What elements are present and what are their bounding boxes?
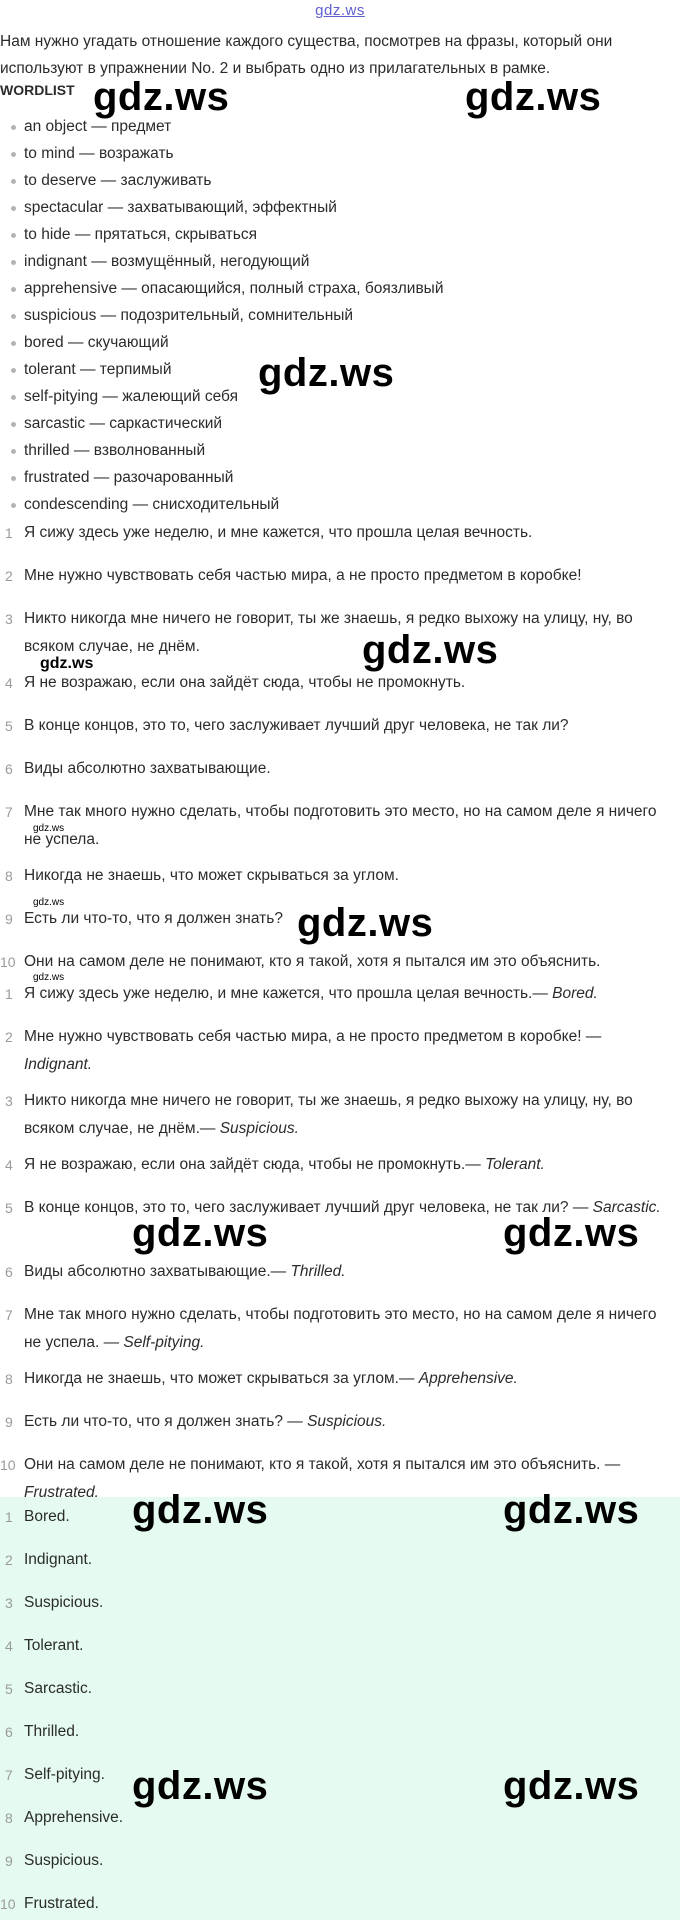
wordlist-item: to deserve — заслуживать [0,167,680,194]
list-item: 4 Я не возражаю, если она зайдёт сюда, чтобы не промокнуть. [0,669,680,712]
watermark: gdz.ws [503,1488,640,1532]
list-item: 6 Thrilled. [0,1718,680,1761]
list-item: 4 Tolerant. [0,1632,680,1675]
wordlist [0,113,680,518]
item-number: 3 [5,1595,13,1611]
watermark: gdz.ws [40,655,94,672]
list-item: 2 Мне нужно чувствовать себя частью мира, а не просто предметом в коробке! [0,562,680,605]
item-number: 5 [5,1200,13,1216]
item-number: 6 [5,1724,13,1740]
watermark: gdz.ws [33,897,65,908]
bullet-icon [11,422,16,427]
wordlist-item: suspicious — подозрительный, сомнительный [0,302,680,329]
list-item: 6 Виды абсолютно захватывающие. [0,755,680,798]
answer-text: Bored. [552,985,598,1002]
wordlist-item: an object — предмет [0,113,680,140]
item-number: 10 [0,1457,16,1473]
list-item: 10 Frustrated. [0,1890,680,1918]
item-number: 2 [5,1552,13,1568]
item-number: 7 [5,804,13,820]
item-number: 3 [5,611,13,627]
list-item: 7 Мне так много нужно сделать, чтобы подготовить это место, но на самом деле я ничего не успела. [0,798,680,862]
item-number: 3 [5,1093,13,1109]
list-item: 2 Indignant. [0,1546,680,1589]
answers-list [0,1503,680,1918]
bullet-icon [11,287,16,292]
item-number: 8 [5,868,13,884]
item-number: 5 [5,718,13,734]
bullet-icon [11,152,16,157]
item-number: 10 [0,1896,16,1912]
wordlist-item: self-pitying — жалеющий себя [0,383,680,410]
answer-text: Indignant. [24,1056,93,1073]
wordlist-item: tolerant — терпимый [0,356,680,383]
list-item: 9 Suspicious. [0,1847,680,1890]
item-number: 1 [5,525,13,541]
item-number: 5 [5,1681,13,1697]
list-item: 7 Self-pitying. [0,1761,680,1804]
bullet-icon [11,206,16,211]
list-item: 5 В конце концов, это то, чего заслуживает лучший друг человека, не так ли? [0,712,680,755]
watermark: gdz.ws [132,1211,269,1255]
bullet-icon [11,179,16,184]
answer-text: Sarcastic. [592,1199,661,1216]
wordlist-item: condescending — снисходительный [0,491,680,518]
answer-text: Self-pitying. [123,1334,205,1351]
item-number: 1 [5,1509,13,1525]
watermark: gdz.ws [33,972,65,983]
watermark: gdz.ws [362,628,499,672]
wordlist-item: sarcastic — саркастический [0,410,680,437]
watermark: gdz.ws [93,75,230,119]
list-item: 8 Никогда не знаешь, что может скрываться за углом.— Apprehensive. [0,1365,680,1408]
wordlist-item: bored — скучающий [0,329,680,356]
item-number: 4 [5,675,13,691]
watermark: gdz.ws [503,1211,640,1255]
wordlist-title: WORDLIST [0,82,75,98]
item-number: 10 [0,954,16,970]
bullet-icon [11,476,16,481]
list-item: 3 Никто никогда мне ничего не говорит, ты же знаешь, я редко выхожу на улицу, ну, во всяком случае, не днём.— Suspicious. [0,1087,680,1151]
bullet-icon [11,449,16,454]
bullet-icon [11,314,16,319]
answer-text: Tolerant. [485,1156,545,1173]
wordlist-item: to mind — возражать [0,140,680,167]
list-item: 1 Я сижу здесь уже неделю, и мне кажется, что прошла целая вечность.— Bored. [0,980,680,1023]
wordlist-item: indignant — возмущённый, негодующий [0,248,680,275]
item-number: 8 [5,1371,13,1387]
answer-text: Apprehensive. [418,1370,518,1387]
item-number: 4 [5,1638,13,1654]
item-number: 9 [5,1853,13,1869]
list-item: 5 Sarcastic. [0,1675,680,1718]
list-item: 7 Мне так много нужно сделать, чтобы подготовить это место, но на самом деле я ничего не успела. — Self-pitying. [0,1301,680,1365]
bullet-icon [11,233,16,238]
watermark: gdz.ws [503,1764,640,1808]
item-number: 7 [5,1307,13,1323]
watermark: gdz.ws [132,1764,269,1808]
task-intro: Нам нужно угадать отношение каждого существа, посмотрев на фразы, который они используют в упражнении No. 2 и выбрать одно из прилагательных в рамке. [0,33,613,77]
item-number: 4 [5,1157,13,1173]
bullet-icon [11,503,16,508]
bullet-icon [11,368,16,373]
site-logo[interactable]: gdz.ws [315,2,365,19]
answer-text: Suspicious. [307,1413,387,1430]
wordlist-item: spectacular — захватывающий, эффектный [0,194,680,221]
list-item: 1 Bored. [0,1503,680,1546]
answer-text: Suspicious. [219,1120,299,1137]
watermark: gdz.ws [258,351,395,395]
wordlist-item: frustrated — разочарованный [0,464,680,491]
bullet-icon [11,395,16,400]
list-item: 9 Есть ли что-то, что я должен знать? — Suspicious. [0,1408,680,1451]
wordlist-item: thrilled — взволнованный [0,437,680,464]
item-number: 9 [5,911,13,927]
watermark: gdz.ws [33,823,65,834]
item-number: 6 [5,1264,13,1280]
list-item: 2 Мне нужно чувствовать себя частью мира, а не просто предметом в коробке! — Indignant. [0,1023,680,1087]
item-number: 7 [5,1767,13,1783]
list-item: 4 Я не возражаю, если она зайдёт сюда, чтобы не промокнуть.— Tolerant. [0,1151,680,1194]
item-number: 8 [5,1810,13,1826]
list-item: 8 Никогда не знаешь, что может скрываться за углом. [0,862,680,905]
item-number: 2 [5,1029,13,1045]
answer-text: Frustrated. [24,1484,99,1501]
wordlist-item: apprehensive — опасающийся, полный страха, боязливый [0,275,680,302]
item-number: 6 [5,761,13,777]
answer-text: Thrilled. [290,1263,346,1280]
item-number: 2 [5,568,13,584]
watermark: gdz.ws [132,1488,269,1532]
bullet-icon [11,341,16,346]
wordlist-item: to hide — прятаться, скрываться [0,221,680,248]
bullet-icon [11,125,16,130]
bullet-icon [11,260,16,265]
list-item: 5 В конце концов, это то, чего заслуживает лучший друг человека, не так ли? — Sarcastic. [0,1194,680,1258]
item-number: 1 [5,986,13,1002]
list-item: 3 Suspicious. [0,1589,680,1632]
item-number: 9 [5,1414,13,1430]
list-item: 10 Они на самом деле не понимают, кто я такой, хотя я пытался им это объяснить. — Frustrated. [0,1451,680,1507]
list-item: 6 Виды абсолютно захватывающие.— Thrilled. [0,1258,680,1301]
list-item: 3 Никто никогда мне ничего не говорит, ты же знаешь, я редко выхожу на улицу, ну, во всяком случае, не днём. [0,605,680,669]
list-item: 10 Они на самом деле не понимают, кто я такой, хотя я пытался им это объяснить. [0,948,680,976]
list-item: 8 Apprehensive. [0,1804,680,1847]
watermark: gdz.ws [297,901,434,945]
list-item: 9 Есть ли что-то, что я должен знать? [0,905,680,948]
list-item: 1 Я сижу здесь уже неделю, и мне кажется, что прошла целая вечность. [0,519,680,562]
watermark: gdz.ws [465,75,602,119]
